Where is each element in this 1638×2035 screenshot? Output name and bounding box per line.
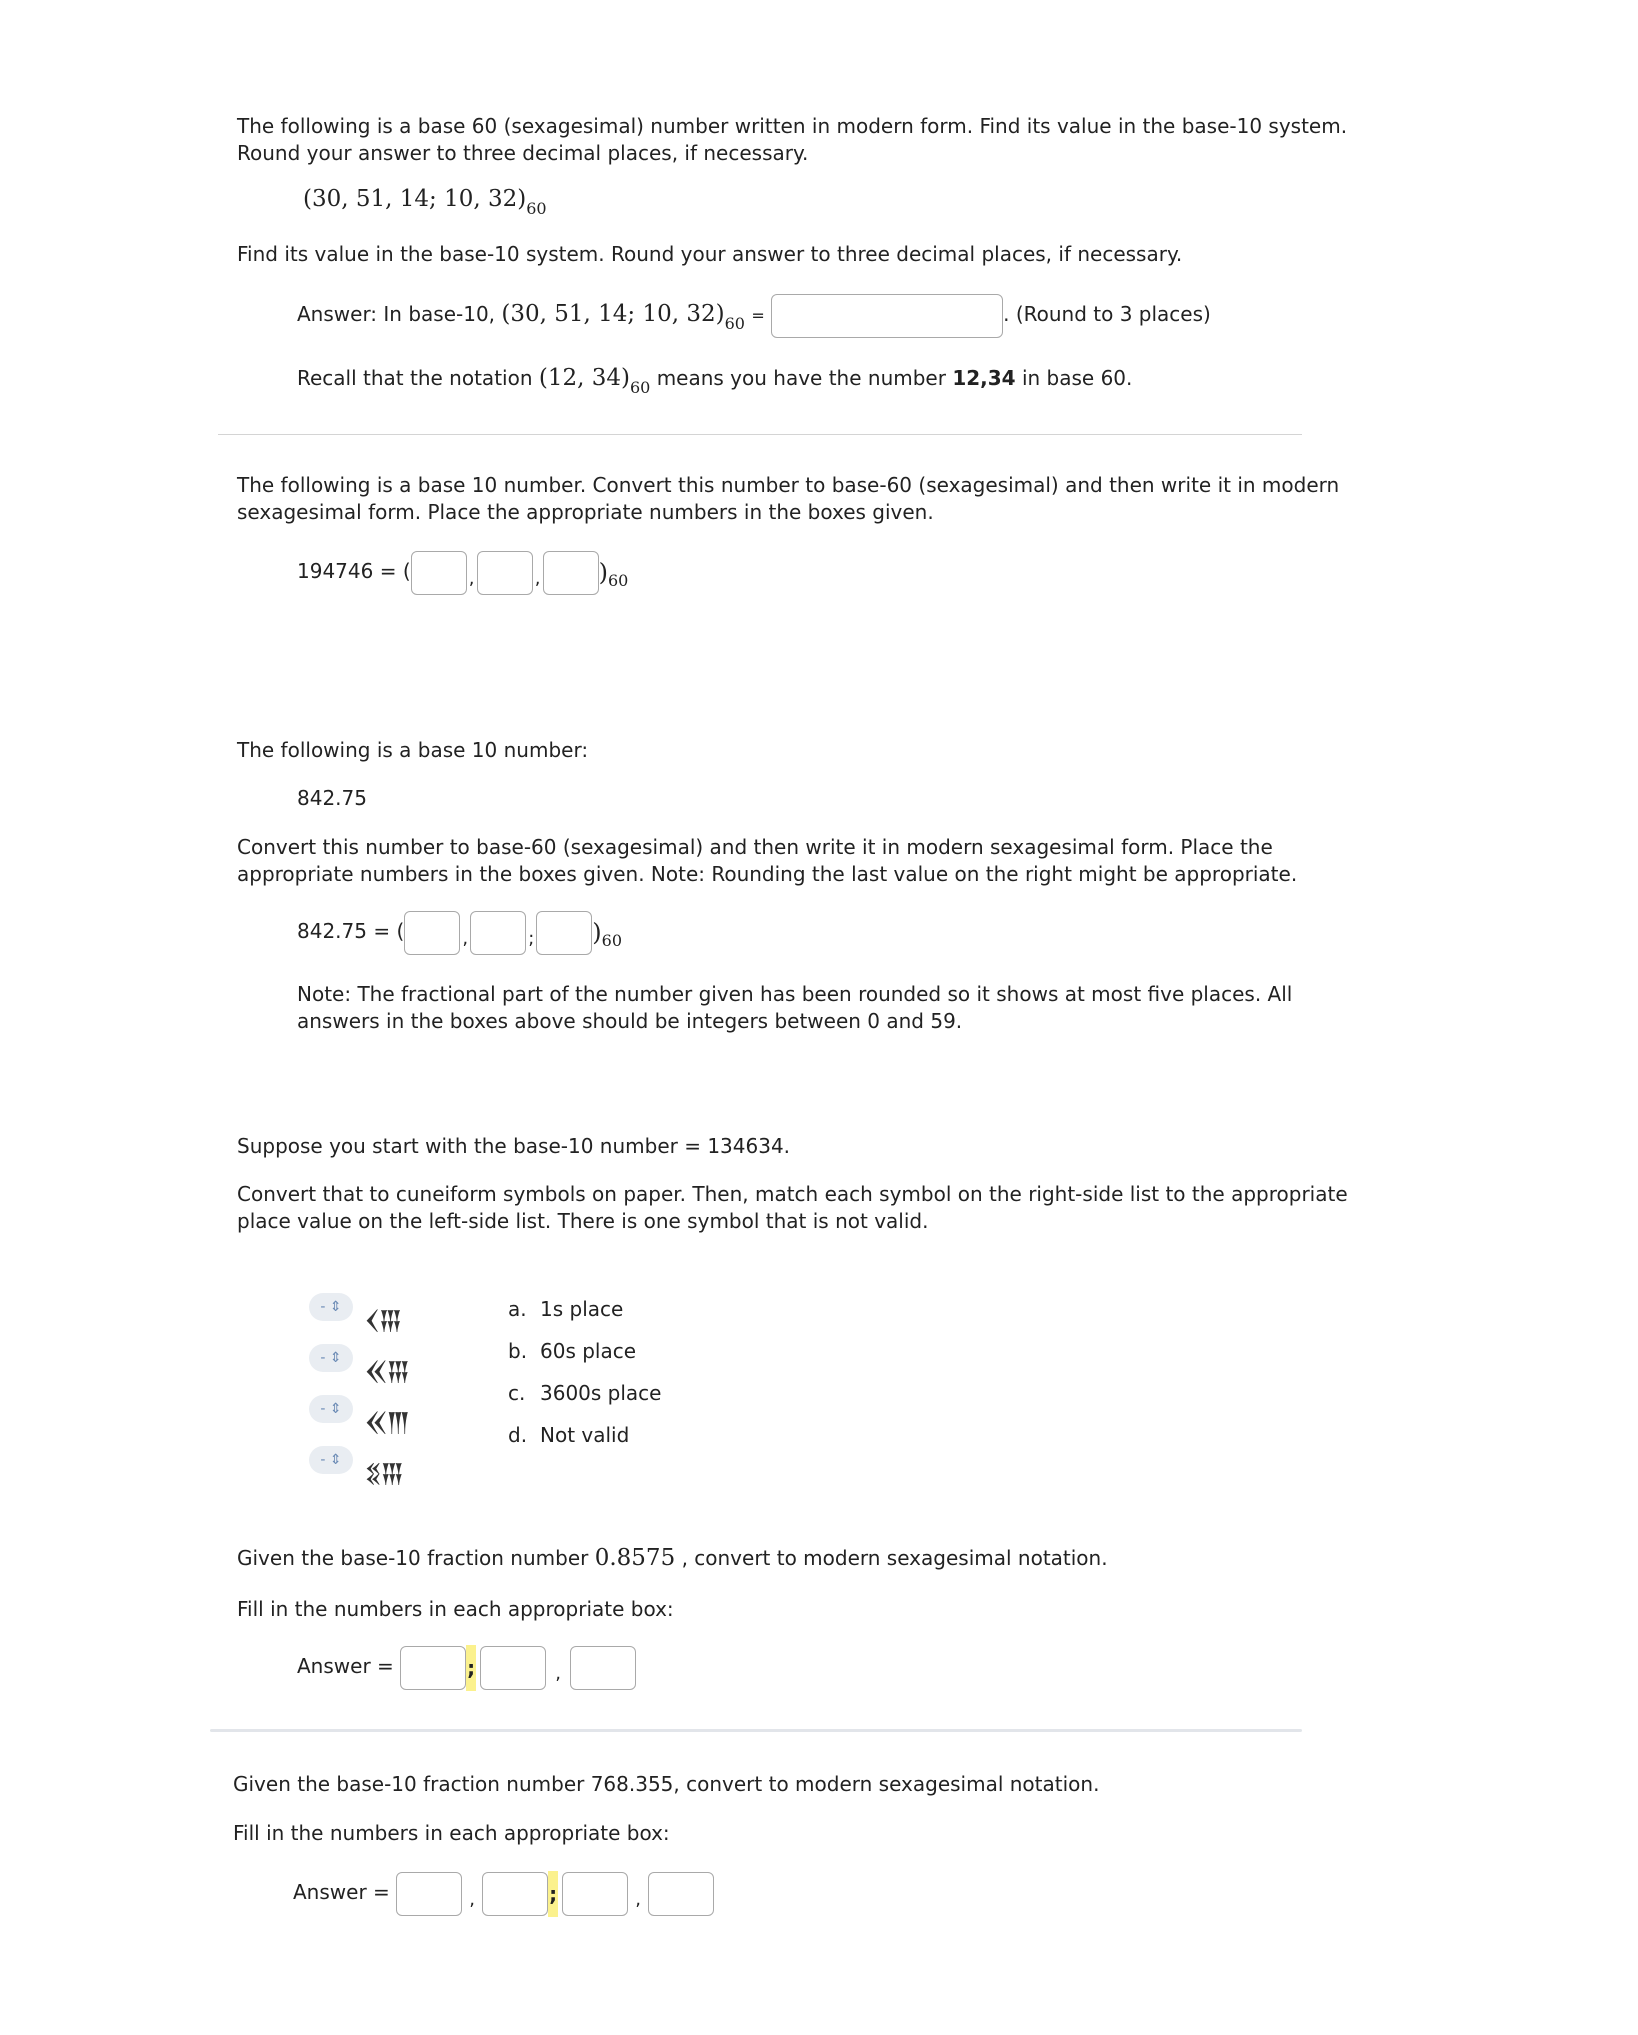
q1-answer-number: (30, 51, 14; 10, 32) (501, 301, 725, 327)
q5-sep-2: , (555, 1662, 561, 1684)
q2-answer-row (297, 548, 628, 594)
q1-answer-base: 60 (724, 314, 745, 333)
q1-number-value: (30, 51, 14; 10, 32) (303, 186, 527, 212)
q3-base: 60 (601, 931, 622, 950)
q5-input-1[interactable] (400, 1646, 466, 1690)
q4-option-a: a. 1s place (508, 1297, 624, 1321)
q5-answer-label: Answer = (297, 1654, 394, 1678)
q1-answer-input[interactable] (771, 294, 1003, 338)
q1-recall-number: (12, 34) (538, 365, 630, 391)
q2-base: 60 (608, 571, 629, 590)
q3-prompt-line1: Convert this number to base-60 (sexagesimal) and then write it in modern sexagesimal form. Place the (237, 835, 1273, 859)
q3-lhs: 842.75 = ( (297, 919, 405, 943)
q1-prompt-line1: The following is a base 60 (sexagesimal) number written in modern form. Find its value in the base-10 system. (237, 114, 1348, 138)
q3-intro: The following is a base 10 number: (237, 738, 589, 762)
q1-find-text: Find its value in the base-10 system. Round your answer to three decimal places, if necessary. (237, 242, 1183, 266)
q4-prompt-line2: place value on the left-side list. There is one symbol that is not valid. (237, 1209, 929, 1233)
q4-symbol-1: 𒌋𒐋 (364, 1306, 401, 1336)
chevron-updown-icon: ⇕ (329, 1452, 342, 1468)
q2-close-paren: ) (598, 558, 608, 587)
q2-prompt-line1: The following is a base 10 number. Convert this number to base-60 (sexagesimal) and then write it in modern (237, 473, 1340, 497)
q1-answer-prefix: Answer: In base-10, (297, 302, 496, 326)
q1-recall-bold: 12,34 (952, 366, 1016, 390)
q5-sep-1: ; (466, 1645, 476, 1691)
q6-input-4[interactable] (648, 1872, 714, 1916)
q5-prompt (237, 1545, 1108, 1571)
q4-symbol-4: 𒐏𒐋 (364, 1459, 403, 1489)
q1-number (303, 186, 547, 218)
q1-answer-equals: = (751, 306, 765, 325)
chevron-updown-icon: ⇕ (329, 1350, 342, 1366)
q2-input-2[interactable] (477, 551, 533, 595)
q2-sep-2: , (534, 567, 541, 589)
q4-select-2[interactable]: - ⇕ (309, 1344, 353, 1372)
q1-prompt-line2: Round your answer to three decimal places, if necessary. (237, 141, 809, 165)
q5-input-2[interactable] (480, 1646, 546, 1690)
q6-input-3[interactable] (562, 1872, 628, 1916)
q5-answer-row (297, 1643, 636, 1689)
q4-option-list (508, 1288, 661, 1456)
q3-input-1[interactable] (404, 911, 460, 955)
q2-prompt-line2: sexagesimal form. Place the appropriate numbers in the boxes given. (237, 500, 934, 524)
q3-sep-2: ; (528, 927, 535, 949)
q4-prompt-line1: Convert that to cuneiform symbols on paper. Then, match each symbol on the right-side list to the appropriate (237, 1182, 1348, 1206)
q4-option-b: b. 60s place (508, 1339, 637, 1363)
q6-sep-2: ; (548, 1871, 558, 1917)
chevron-updown-icon: ⇕ (329, 1299, 342, 1315)
q1-round-hint: . (Round to 3 places) (1003, 302, 1211, 326)
q3-input-3[interactable] (536, 911, 592, 955)
q3-input-2[interactable] (470, 911, 526, 955)
q3-prompt-line2: appropriate numbers in the boxes given. Note: Rounding the last value on the right might be appropriate. (237, 862, 1298, 886)
q5-fill: Fill in the numbers in each appropriate box: (237, 1597, 674, 1621)
q5-prompt-prefix: Given the base-10 fraction number (237, 1546, 589, 1570)
q4-select-1[interactable]: - ⇕ (309, 1293, 353, 1321)
q5-input-3[interactable] (570, 1646, 636, 1690)
q2-sep-1: , (468, 567, 475, 589)
q6-fill: Fill in the numbers in each appropriate box: (233, 1821, 670, 1845)
q4-symbol-3: 𒎙𒐈 (364, 1408, 409, 1438)
q4-symbol-2: 𒎙𒐋 (364, 1357, 409, 1387)
q3-note-line1: Note: The fractional part of the number given has been rounded so it shows at most five places. All (297, 982, 1293, 1006)
q4-option-d: d. Not valid (508, 1423, 630, 1447)
q1-number-base: 60 (526, 199, 547, 218)
q1-recall (297, 365, 1133, 397)
q6-input-2[interactable] (482, 1872, 548, 1916)
q4-select-4[interactable]: - ⇕ (309, 1446, 353, 1474)
divider-1 (218, 434, 1302, 435)
q3-number: 842.75 (297, 786, 367, 810)
q2-lhs: 194746 = ( (297, 559, 411, 583)
q3-close-paren: ) (592, 918, 602, 947)
q2-input-1[interactable] (411, 551, 467, 595)
q6-sep-3: , (635, 1888, 641, 1910)
q1-recall-base: 60 (629, 378, 651, 397)
q4-option-c: c. 3600s place (508, 1381, 662, 1405)
q6-prompt: Given the base-10 fraction number 768.355, convert to modern sexagesimal notation. (233, 1772, 1100, 1796)
q3-answer-row (297, 908, 622, 954)
q2-input-3[interactable] (543, 551, 599, 595)
q5-prompt-suffix: , convert to modern sexagesimal notation. (681, 1546, 1108, 1570)
divider-2 (210, 1729, 1302, 1732)
q1-recall-suffix: in base 60. (1021, 366, 1133, 390)
q1-answer-row (297, 292, 1211, 336)
q1-recall-prefix: Recall that the notation (297, 366, 533, 390)
q6-answer-label: Answer = (293, 1880, 390, 1904)
q4-select-3[interactable]: - ⇕ (309, 1395, 353, 1423)
q6-sep-1: , (469, 1888, 475, 1910)
q6-answer-row (293, 1869, 714, 1915)
q3-note-line2: answers in the boxes above should be integers between 0 and 59. (297, 1009, 963, 1033)
q5-number: 0.8575 (594, 1545, 676, 1571)
q3-sep-1: , (462, 927, 469, 949)
q4-intro: Suppose you start with the base-10 number = 134634. (237, 1134, 791, 1158)
chevron-updown-icon: ⇕ (329, 1401, 342, 1417)
q1-recall-middle: means you have the number (656, 366, 946, 390)
q6-input-1[interactable] (396, 1872, 462, 1916)
